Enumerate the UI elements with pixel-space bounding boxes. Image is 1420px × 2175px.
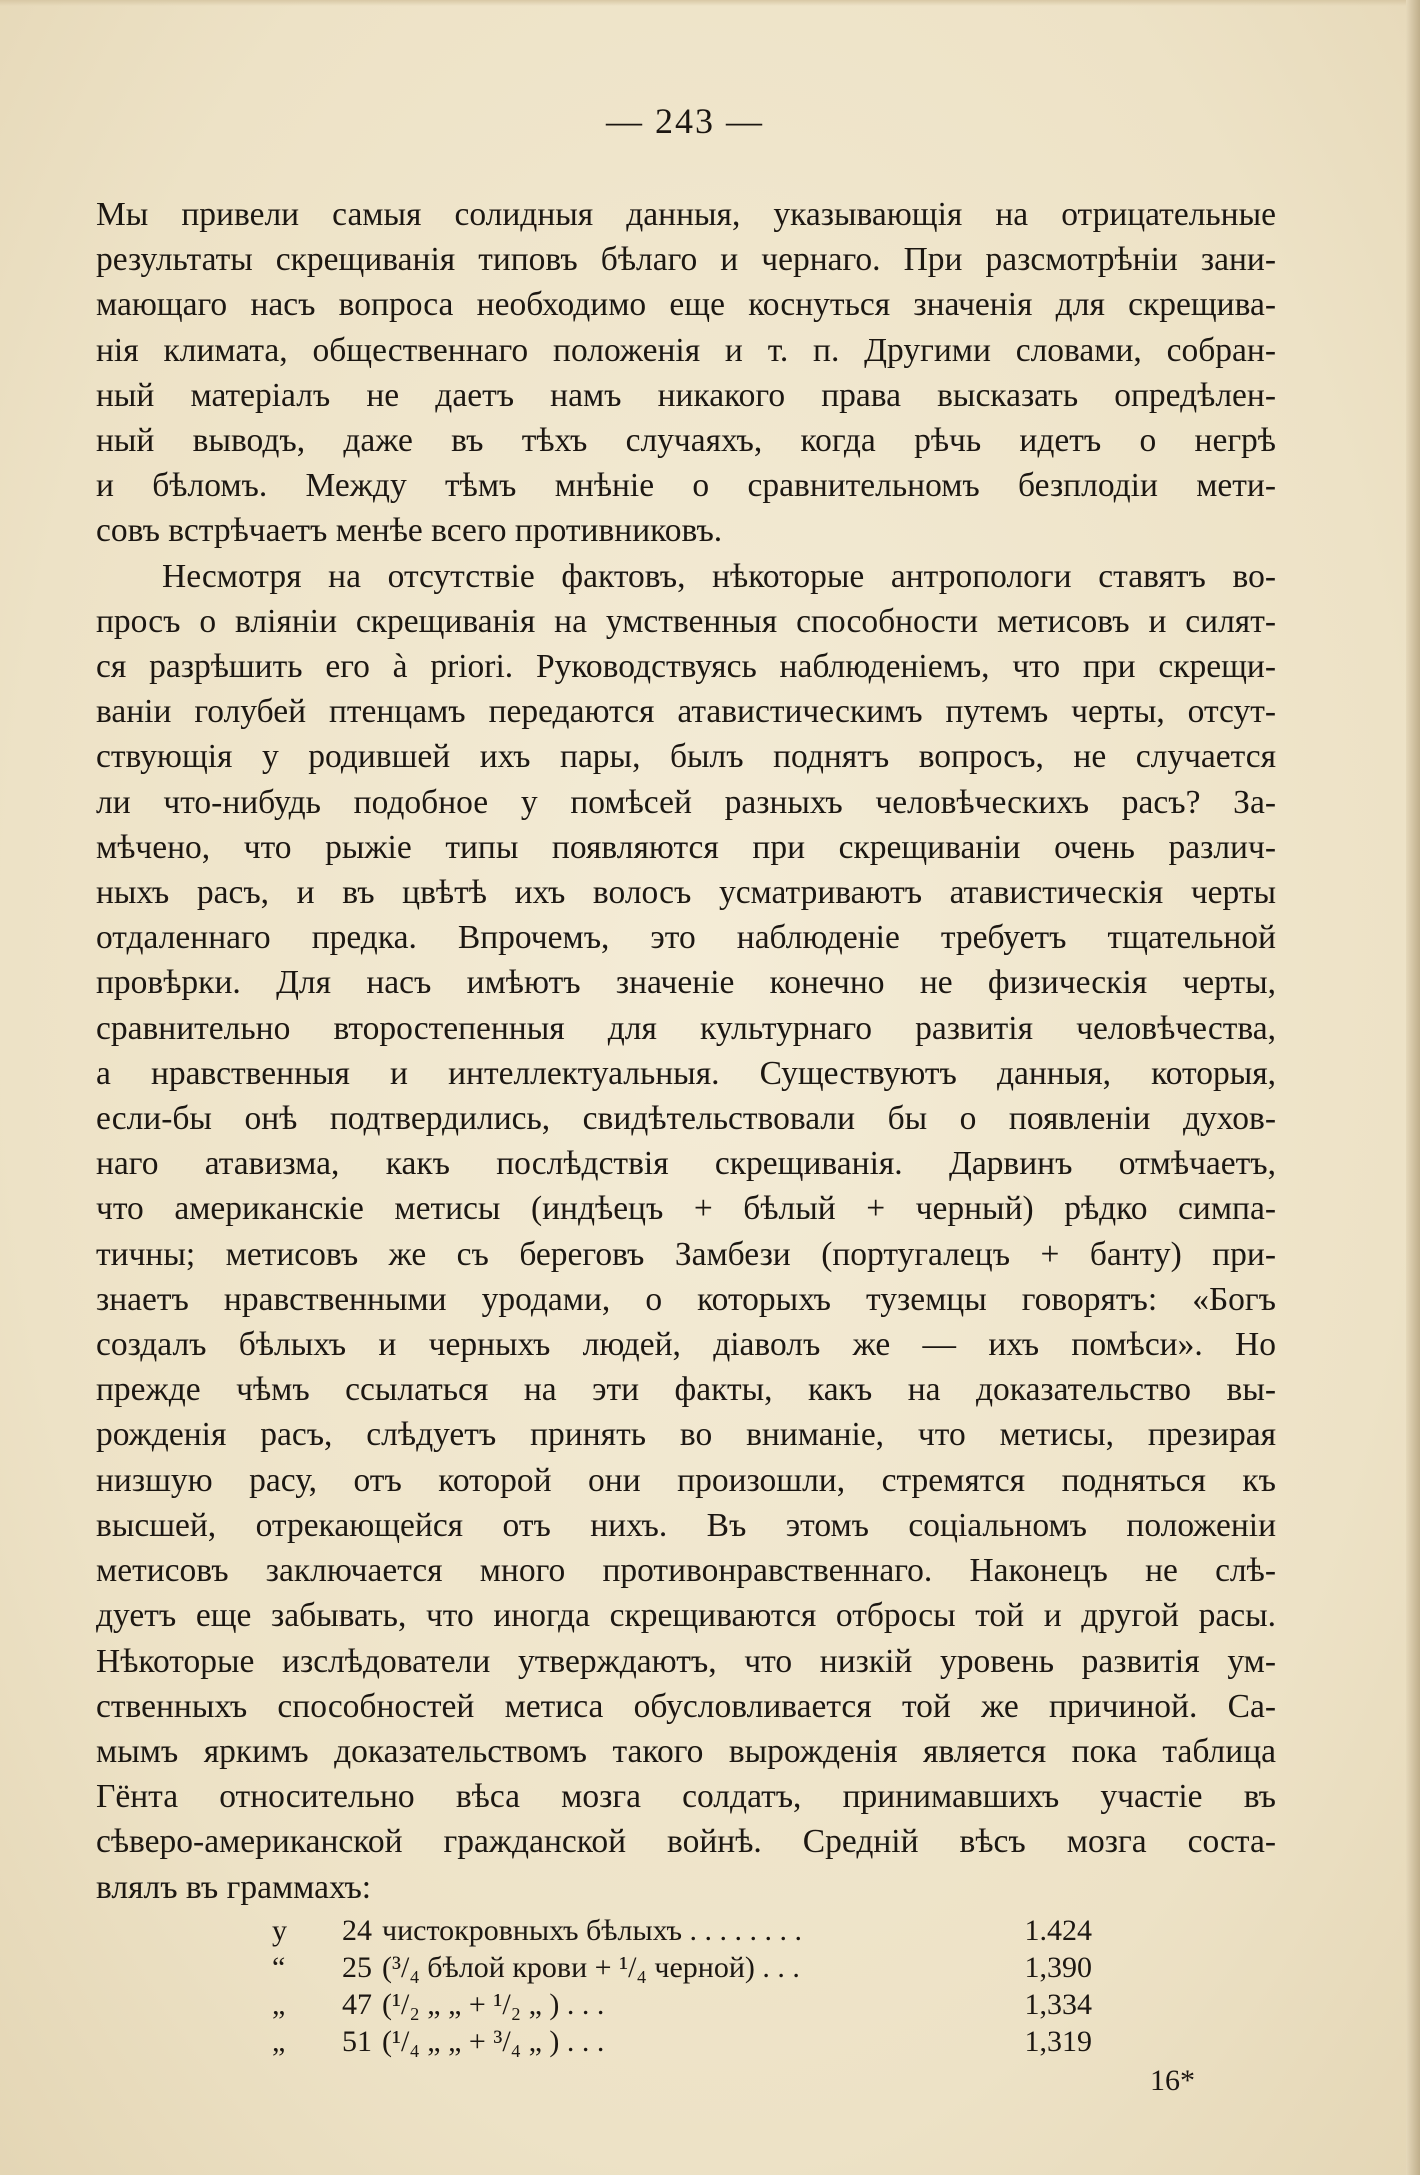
- text-line: тичны; метисовъ же съ береговъ Замбези (португалецъ + банту) при-: [96, 1235, 1276, 1273]
- text-line: Гёнта относительно вѣса мозга солдатъ, принимавшихъ участіе въ: [96, 1778, 1276, 1816]
- text-line: и бѣломъ. Между тѣмъ мнѣніе о сравнительномъ безплодіи мети-: [96, 467, 1276, 505]
- paragraph: [96, 192, 1276, 554]
- text-line: совъ встрѣчаетъ менѣе всего противниковъ.: [96, 512, 723, 550]
- text-line: метисовъ заключается много противонравственнаго. Наконецъ не слѣ-: [96, 1552, 1276, 1590]
- brain-weight-value: 1,319: [1024, 2025, 1092, 2058]
- text-line: высшей, отрекающейся отъ нихъ. Въ этомъ соціальномъ положеніи: [96, 1506, 1276, 1544]
- body-text: [96, 192, 1276, 1910]
- text-line: наго атавизма, какъ послѣдствія скрещиванія. Дарвинъ отмѣчаетъ,: [96, 1145, 1276, 1183]
- ditto-mark: „: [272, 2025, 286, 2058]
- ditto-mark: у: [272, 1914, 287, 1947]
- text-line: ный выводъ, даже въ тѣхъ случаяхъ, когда рѣчь идетъ о негрѣ: [96, 422, 1276, 460]
- text-line: просъ о вліяніи скрещиванія на умственныя способности метисовъ и силят-: [96, 602, 1276, 640]
- text-line: что американскіе метисы (индѣецъ + бѣлый + черный) рѣдко симпа-: [96, 1190, 1276, 1228]
- text-line: результаты скрещиванія типовъ бѣлаго и чернаго. При разсмотрѣніи зани-: [96, 241, 1276, 279]
- text-line: Несмотря на отсутствіе фактовъ, нѣкоторые антропологи ставятъ во-: [162, 557, 1276, 595]
- text-line: ся разрѣшить его à priori. Руководствуясь наблюденіемъ, что при скрещи-: [96, 648, 1276, 686]
- text-line: знаетъ нравственными уродами, о которыхъ туземцы говорятъ: «Богъ: [96, 1280, 1276, 1318]
- text-line: мающаго насъ вопроса необходимо еще коснуться значенія для скрещива-: [96, 286, 1276, 324]
- text-line: рожденія расъ, слѣдуетъ принять во вниманіе, что метисы, презирая: [96, 1416, 1276, 1454]
- row-description: (³/₄ бѣлой крови + ¹/₄ черной) . . .: [382, 1951, 800, 1984]
- text-line: дуетъ еще забывать, что иногда скрещиваются отбросы той и другой расы.: [96, 1597, 1276, 1635]
- text-line: ныхъ расъ, и въ цвѣтѣ ихъ волосъ усматриваютъ атавистическія черты: [96, 874, 1276, 912]
- paragraph: [96, 554, 1276, 1910]
- table-row: [272, 1986, 1092, 2023]
- soldier-count: 25: [342, 1951, 372, 1984]
- text-line: ваніи голубей птенцамъ передаются атавистическимъ путемъ черты, отсут-: [96, 693, 1276, 731]
- text-line: сравнительно второстепенныя для культурнаго развитія человѣчества,: [96, 1009, 1276, 1047]
- text-line: создалъ бѣлыхъ и черныхъ людей, діаволъ же — ихъ помѣси». Но: [96, 1326, 1276, 1364]
- text-line: нія климата, общественнаго положенія и т. п. Другими словами, собран-: [96, 331, 1276, 369]
- brain-weight-value: 1,390: [1024, 1951, 1092, 1984]
- text-line: а нравственныя и интеллектуальныя. Существуютъ данныя, которыя,: [96, 1054, 1276, 1092]
- ditto-mark: “: [272, 1951, 286, 1984]
- text-line: влялъ въ граммахъ:: [96, 1868, 372, 1906]
- brain-weight-table: [272, 1912, 1092, 2060]
- text-line: Нѣкоторые изслѣдователи утверждаютъ, что низкій уровень развитія ум-: [96, 1642, 1276, 1680]
- text-line: отдаленнаго предка. Впрочемъ, это наблюденіе требуетъ тщательной: [96, 919, 1276, 957]
- text-line: сѣверо-американской гражданской войнѣ. Средній вѣсъ мозга соста-: [96, 1823, 1276, 1861]
- text-line: Мы привели самыя солидныя данныя, указывающія на отрицательные: [96, 196, 1276, 233]
- page-number: — 243 —: [606, 101, 764, 141]
- text-line: прежде чѣмъ ссылаться на эти факты, какъ на доказательство вы-: [96, 1371, 1276, 1409]
- page-top-edge: [0, 0, 1420, 6]
- text-line: ли что-нибудь подобное у помѣсей разныхъ человѣческихъ расъ? За-: [96, 783, 1276, 821]
- brain-weight-value: 1,334: [1024, 1988, 1092, 2021]
- page-right-edge: [1406, 0, 1420, 2175]
- table-row: [272, 1949, 1092, 1986]
- soldier-count: 47: [342, 1988, 372, 2021]
- row-description: (¹/₂ „ „ + ¹/₂ „ ) . . .: [382, 1988, 605, 2021]
- soldier-count: 51: [342, 2025, 372, 2058]
- text-line: провѣрки. Для насъ имѣютъ значеніе конечно не физическія черты,: [96, 964, 1276, 1002]
- text-line: если-бы онѣ подтвердились, свидѣтельствовали бы о появленіи духов-: [96, 1100, 1276, 1138]
- table-row: [272, 1912, 1092, 1949]
- signature-mark: 16*: [1150, 2064, 1195, 2097]
- soldier-count: 24: [342, 1914, 372, 1947]
- text-line: ственныхъ способностей метиса обусловливается той же причиной. Са-: [96, 1687, 1276, 1725]
- text-line: ствующія у родившей ихъ пары, былъ поднятъ вопросъ, не случается: [96, 738, 1276, 776]
- text-line: мѣчено, что рыжіе типы появляются при скрещиваніи очень различ-: [96, 828, 1276, 866]
- text-line: мымъ яркимъ доказательствомъ такого вырожденія является пока таблица: [96, 1732, 1276, 1770]
- text-line: низшую расу, отъ которой они произошли, стремятся подняться къ: [96, 1461, 1276, 1499]
- ditto-mark: „: [272, 1988, 286, 2021]
- table-row: [272, 2023, 1092, 2060]
- row-description: (¹/₄ „ „ + ³/₄ „ ) . . .: [382, 2025, 605, 2058]
- text-line: ный матеріалъ не даетъ намъ никакого права высказать опредѣлен-: [96, 376, 1276, 414]
- brain-weight-value: 1.424: [1024, 1914, 1092, 1947]
- row-description: чистокровныхъ бѣлыхъ . . . . . . . .: [382, 1914, 803, 1947]
